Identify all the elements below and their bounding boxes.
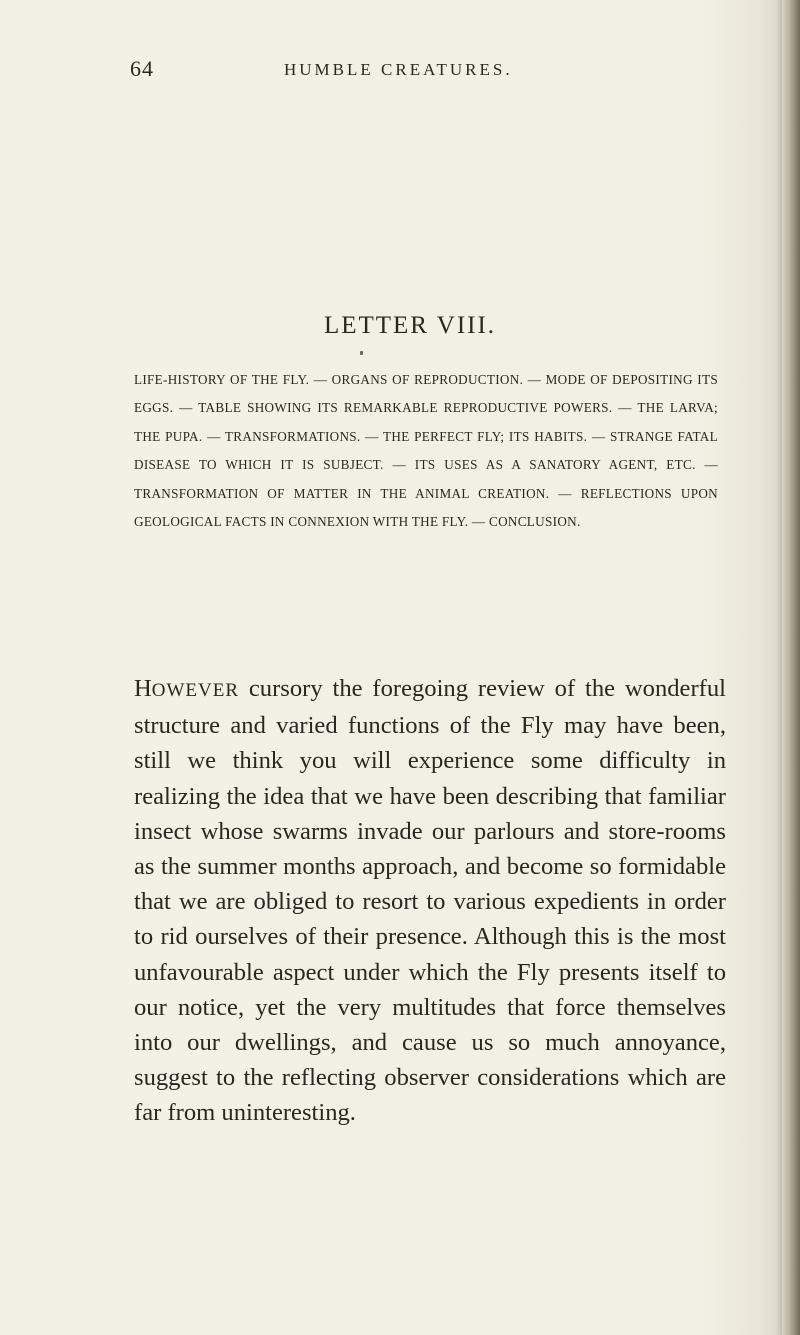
- page-edge-shadow: [782, 0, 800, 1335]
- chapter-synopsis: LIFE-HISTORY OF THE FLY. — ORGANS OF REPRODUCTION. — MODE OF DEPOSITING ITS EGGS. — TABLE SHOWING ITS REMARKABLE REPRODUCTIVE POWERS. — THE LARVA; THE PUPA. — TRANSFORMATIONS. — THE PERFECT FLY; ITS HABITS. — STRANGE FATAL DISEASE TO WHICH IT IS SUBJECT. — ITS USES AS A SANATORY AGENT, ETC. — TRANSFORMATION OF MATTER IN THE ANIMAL CREATION. — REFLECTIONS UPON GEOLOGICAL FACTS IN CONNEXION WITH THE FLY. — CONCLUSION.: [134, 372, 718, 530]
- chapter-title: LETTER VIII.: [323, 312, 497, 339]
- opening-initial: H: [134, 675, 152, 702]
- body-paragraph: [134, 671, 726, 1131]
- opening-smallcaps: OWEVER: [151, 680, 240, 701]
- ornament-dot: [360, 351, 363, 355]
- paragraph-text: cursory the foregoing review of the wonderful structure and varied functions of the Fly may have been, still we think you will experience some difficulty in realizing the idea that we have been describing that familiar insect whose swarms invade our parlours and store-rooms as the summer months approach, and become so formidable that we are obliged to resort to various expedients in order to rid ourselves of their presence. Although this is the most unfavourable aspect under which the Fly presents itself to our notice, yet the very multitudes that force themselves into our dwellings, and cause us so much annoyance, suggest to the reflecting observer considerations which are far from uninteresting.: [134, 675, 726, 1127]
- running-head: HUMBLE CREATURES.: [284, 60, 513, 79]
- page-number: 64: [130, 56, 154, 81]
